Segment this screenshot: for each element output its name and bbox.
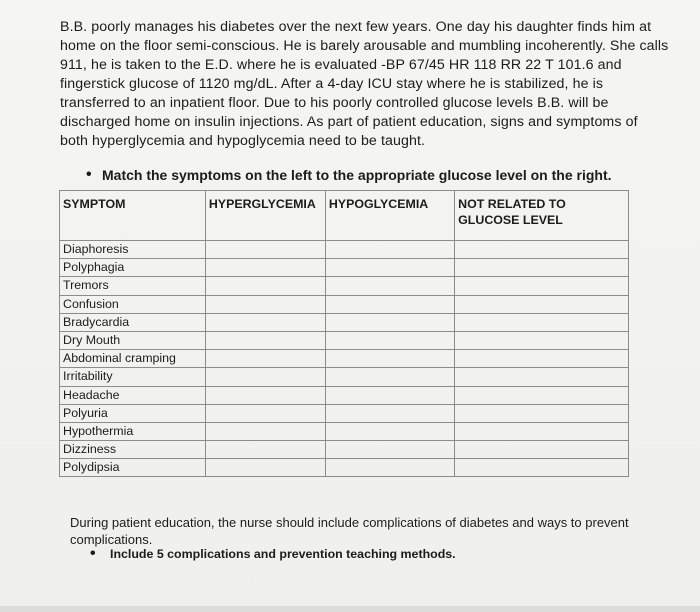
bullet-icon: • [90,545,96,562]
header-not-related: NOT RELATED TO GLUCOSE LEVEL [455,191,629,241]
instruction-text: Match the symptoms on the left to the appropriate glucose level on the right. [102,167,612,183]
hyperglycemia-cell[interactable] [205,459,325,477]
hyperglycemia-cell[interactable] [205,441,325,459]
table-row [60,422,629,440]
intro-line: transferred to an inpatient floor. Due to his poorly controlled glucose levels B.B. will be [60,95,609,111]
hyperglycemia-cell[interactable] [205,368,325,386]
hyperglycemia-cell[interactable] [205,313,325,331]
not-related-cell[interactable] [455,259,629,277]
header-hyperglycemia: HYPERGLYCEMIA [205,191,325,241]
not-related-cell[interactable] [455,241,629,259]
not-related-cell[interactable] [455,350,629,368]
intro-line: home on the floor semi-conscious. He is barely arousable and mumbling incoherently. She calls [60,38,669,54]
table-row [60,331,629,349]
symptom-cell: Dizziness [60,441,206,459]
intro-line: both hyperglycemia and hypoglycemia need to be taught. [60,133,426,149]
hyperglycemia-cell[interactable] [205,331,325,349]
page-edge [0,606,700,612]
not-related-cell[interactable] [455,313,629,331]
hyperglycemia-cell[interactable] [205,404,325,422]
not-related-cell[interactable] [455,368,629,386]
hypoglycemia-cell[interactable] [325,331,454,349]
symptom-cell: Confusion [60,295,206,313]
not-related-cell[interactable] [455,404,629,422]
case-study-paragraph [60,18,670,151]
not-related-cell[interactable] [455,386,629,404]
table-header-row [60,191,629,241]
not-related-cell[interactable] [455,295,629,313]
hyperglycemia-cell[interactable] [205,422,325,440]
hypoglycemia-cell[interactable] [325,386,454,404]
hypoglycemia-cell[interactable] [325,441,454,459]
symptom-cell: Headache [60,386,206,404]
symptom-cell: Bradycardia [60,313,206,331]
table-row [60,295,629,313]
hypoglycemia-cell[interactable] [325,241,454,259]
hyperglycemia-cell[interactable] [205,259,325,277]
table-row [60,313,629,331]
hypoglycemia-cell[interactable] [325,277,454,295]
hypoglycemia-cell[interactable] [325,459,454,477]
not-related-cell[interactable] [455,277,629,295]
symptom-cell: Polydipsia [60,459,206,477]
header-symptom: SYMPTOM [60,191,206,241]
symptom-cell: Polyuria [60,404,206,422]
hypoglycemia-cell[interactable] [325,404,454,422]
table-row [60,386,629,404]
not-related-cell[interactable] [455,441,629,459]
symptom-cell: Hypothermia [60,422,206,440]
intro-line: fingerstick glucose of 1120 mg/dL. After a 4-day ICU stay where he is stabilized, he is [60,76,604,92]
instruction-bullet [86,166,646,184]
table-row [60,459,629,477]
hyperglycemia-cell[interactable] [205,277,325,295]
not-related-cell[interactable] [455,331,629,349]
complications-instruction: Include 5 complications and prevention teaching methods. [110,547,456,561]
table-row [60,441,629,459]
intro-line: discharged home on insulin injections. As part of patient education, signs and symptoms of [60,114,638,130]
hypoglycemia-cell[interactable] [325,422,454,440]
intro-line: B.B. poorly manages his diabetes over the next few years. One day his daughter finds him at [60,19,652,35]
table-row [60,259,629,277]
symptom-cell: Tremors [60,277,206,295]
symptom-cell: Diaphoresis [60,241,206,259]
hyperglycemia-cell[interactable] [205,241,325,259]
complications-bullet [90,545,590,563]
bullet-icon: • [86,166,92,183]
hypoglycemia-cell[interactable] [325,313,454,331]
hyperglycemia-cell[interactable] [205,386,325,404]
header-hypoglycemia: HYPOGLYCEMIA [325,191,454,241]
hyperglycemia-cell[interactable] [205,350,325,368]
not-related-cell[interactable] [455,459,629,477]
symptom-matching-table [59,190,629,496]
not-related-cell[interactable] [455,422,629,440]
hypoglycemia-cell[interactable] [325,295,454,313]
symptom-cell: Dry Mouth [60,331,206,349]
table-row [60,350,629,368]
hypoglycemia-cell[interactable] [325,350,454,368]
symptom-cell: Abdominal cramping [60,350,206,368]
table-row [60,404,629,422]
hyperglycemia-cell[interactable] [205,295,325,313]
table-row [60,368,629,386]
symptom-cell: Irritability [60,368,206,386]
hypoglycemia-cell[interactable] [325,368,454,386]
table-row [60,241,629,259]
hypoglycemia-cell[interactable] [325,259,454,277]
table-row [60,277,629,295]
education-paragraph: During patient education, the nurse should include complications of diabetes and ways to prevent complications. [70,515,629,547]
intro-line: 911, he is taken to the E.D. where he is evaluated -BP 67/45 HR 118 RR 22 T 101.6 and [60,57,622,73]
symptom-cell: Polyphagia [60,259,206,277]
